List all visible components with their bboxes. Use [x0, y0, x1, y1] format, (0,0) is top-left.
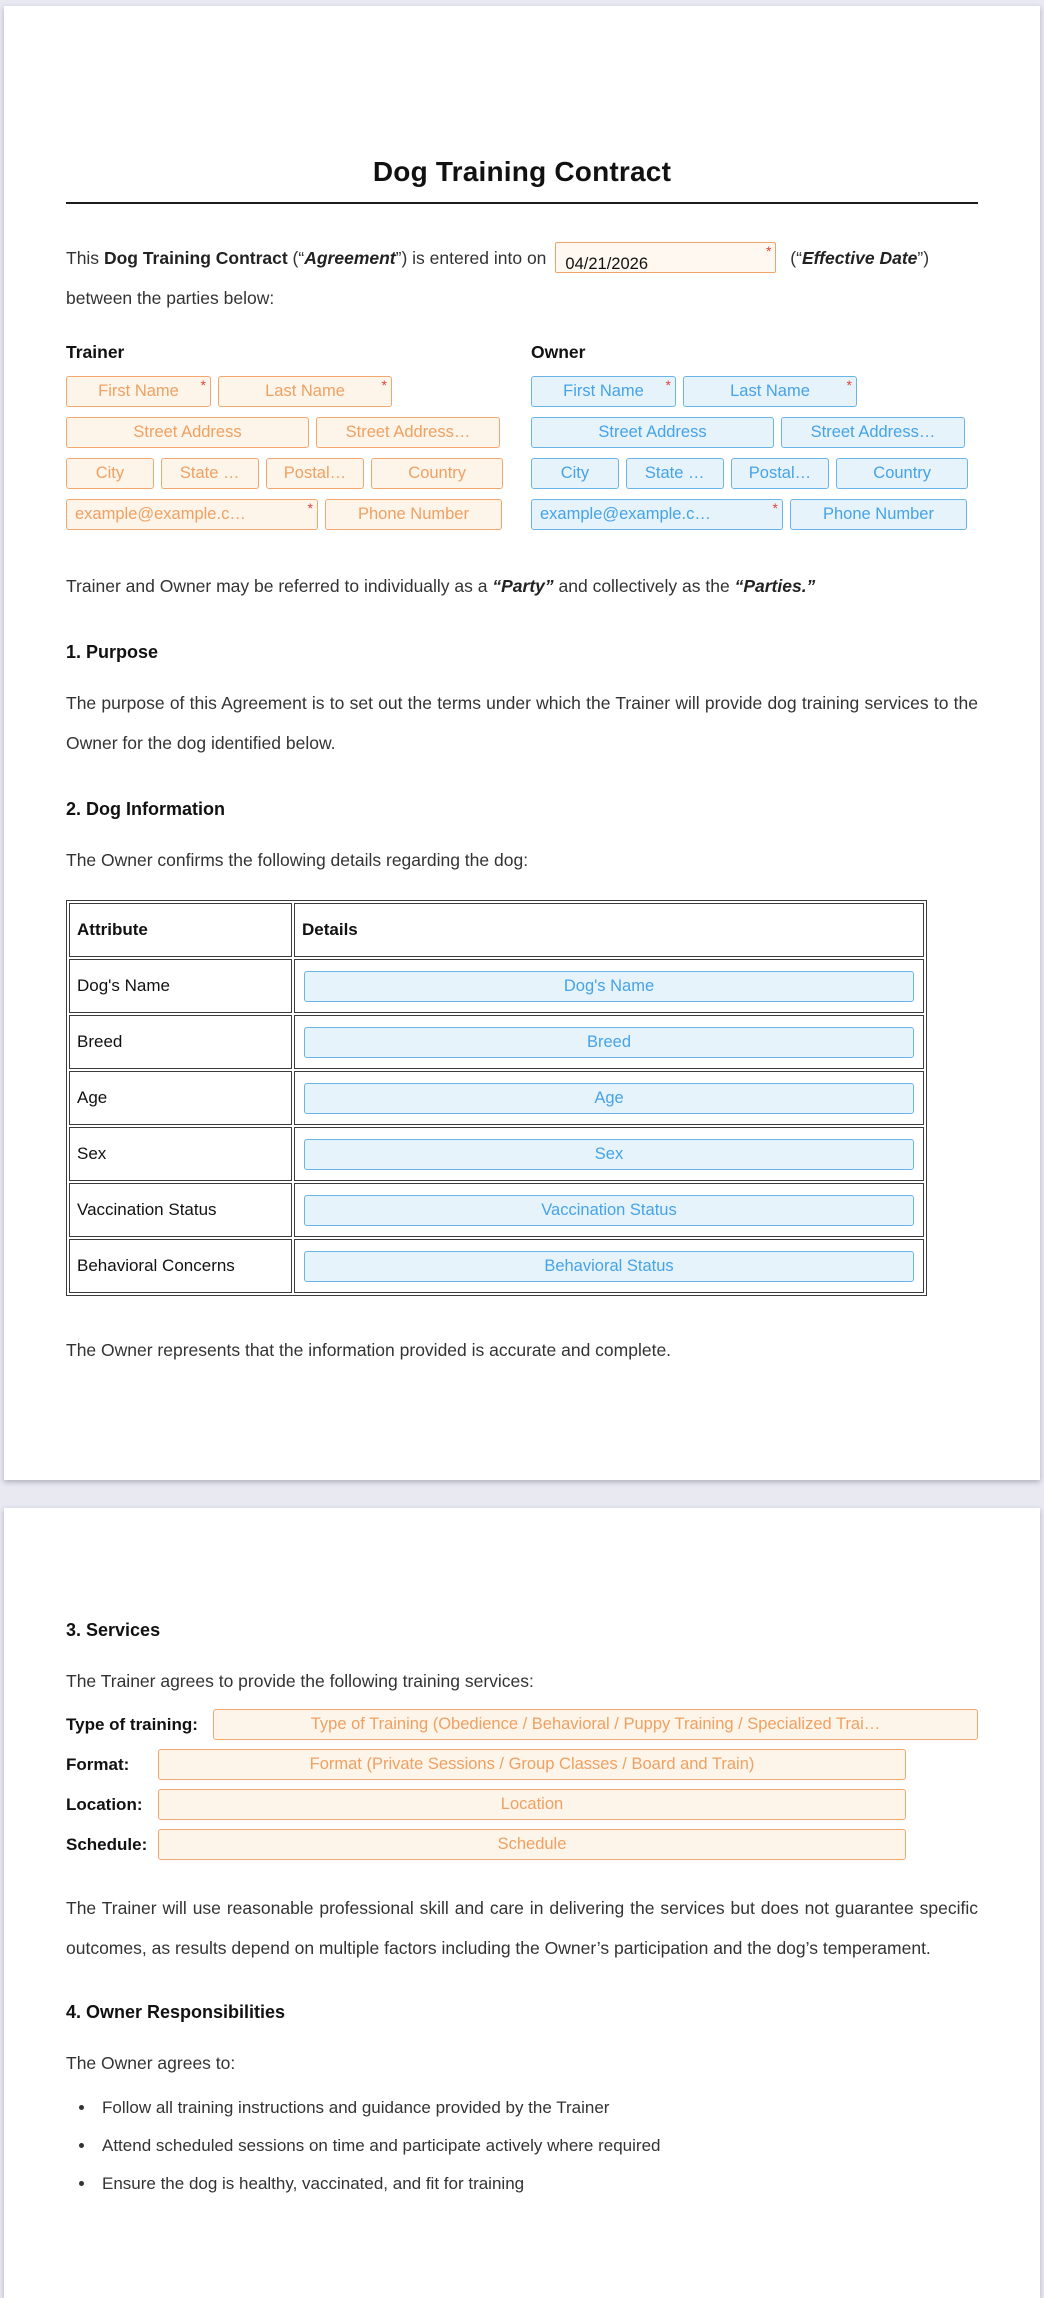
document-title: Dog Training Contract	[372, 156, 672, 187]
intro-contract-name: Dog Training Contract	[103, 248, 288, 268]
owner-first-name-field[interactable]	[531, 376, 676, 407]
intro-agreement-term: Agreement	[304, 248, 396, 268]
parties-text: Trainer and Owner may be referred to individually as a	[66, 576, 493, 596]
services-fields	[66, 1709, 978, 1860]
format-label: Format:	[66, 1754, 130, 1774]
trainer-state-input[interactable]	[162, 459, 258, 488]
attribute-cell: Sex	[69, 1127, 292, 1181]
owner-country-input[interactable]	[837, 459, 967, 488]
format-row	[66, 1749, 978, 1780]
intro-text: This	[66, 248, 104, 268]
table-header-details: Details	[294, 903, 924, 957]
owner-street-row	[531, 417, 968, 448]
table-row	[69, 1015, 924, 1069]
table-row	[69, 1183, 924, 1237]
trainer-city-row	[66, 458, 503, 489]
required-asterisk: *	[765, 242, 772, 259]
format-input[interactable]	[159, 1750, 905, 1779]
table-row	[69, 1127, 924, 1181]
dog-age-field[interactable]	[304, 1083, 914, 1114]
contract-page-2	[4, 1508, 1040, 2298]
details-cell	[294, 1071, 924, 1125]
training-type-field[interactable]	[213, 1709, 978, 1740]
trainer-last-name-field[interactable]	[218, 376, 392, 407]
schedule-row	[66, 1829, 978, 1860]
dog-behavioral-input[interactable]	[305, 1252, 913, 1281]
trainer-first-name-field[interactable]	[66, 376, 211, 407]
trainer-street-row	[66, 417, 503, 448]
location-field[interactable]	[158, 1789, 906, 1820]
trainer-postal-input[interactable]	[267, 459, 364, 488]
trainer-contact-row	[66, 499, 503, 530]
dog-breed-input[interactable]	[305, 1028, 913, 1057]
location-label: Location:	[66, 1794, 143, 1814]
dog-info-footer: The Owner represents that the information provided is accurate and complete.	[66, 1340, 672, 1360]
responsibilities-intro: The Owner agrees to:	[66, 2053, 236, 2073]
details-cell	[294, 1183, 924, 1237]
owner-street2-field[interactable]	[781, 417, 965, 448]
owner-postal-input[interactable]	[732, 459, 829, 488]
trainer-country-field[interactable]	[371, 458, 503, 489]
attribute-cell: Dog's Name	[69, 959, 292, 1013]
dog-name-field[interactable]	[304, 971, 914, 1002]
trainer-heading: Trainer	[66, 342, 125, 362]
intro-text: ”) is entered into on	[395, 248, 547, 268]
training-type-input[interactable]	[214, 1710, 977, 1739]
required-asterisk: *	[665, 377, 671, 393]
trainer-city-field[interactable]	[66, 458, 154, 489]
owner-state-input[interactable]	[627, 459, 723, 488]
required-asterisk: *	[846, 377, 852, 393]
attribute-cell: Age	[69, 1071, 292, 1125]
list-item: • Follow all training instructions and guidance provided by the Trainer	[96, 2089, 978, 2127]
table-header-attribute: Attribute	[69, 903, 292, 957]
trainer-street-field[interactable]	[66, 417, 309, 448]
section-heading-responsibilities: 4. Owner Responsibilities	[66, 2002, 286, 2022]
trainer-street-input[interactable]	[67, 418, 308, 447]
owner-email-field[interactable]	[531, 499, 783, 530]
owner-city-row	[531, 458, 968, 489]
owner-column	[531, 342, 968, 540]
trainer-street2-field[interactable]	[316, 417, 500, 448]
details-cell	[294, 1127, 924, 1181]
parties-note	[66, 566, 978, 606]
services-intro: The Trainer agrees to provide the following training services:	[66, 1671, 534, 1691]
required-asterisk: *	[381, 377, 387, 393]
dog-info-intro: The Owner confirms the following details regarding the dog:	[66, 850, 529, 870]
dog-sex-field[interactable]	[304, 1139, 914, 1170]
owner-phone-field[interactable]	[790, 499, 967, 530]
table-header-row	[69, 903, 924, 957]
details-cell	[294, 1239, 924, 1293]
section-heading-purpose: 1. Purpose	[66, 642, 159, 662]
dog-behavioral-field[interactable]	[304, 1251, 914, 1282]
dog-info-table	[66, 900, 927, 1296]
details-cell	[294, 959, 924, 1013]
location-input[interactable]	[159, 1790, 905, 1819]
owner-street-field[interactable]	[531, 417, 774, 448]
schedule-field[interactable]	[158, 1829, 906, 1860]
table-row	[69, 1239, 924, 1293]
trainer-last-name-input[interactable]	[219, 377, 391, 406]
owner-state-field[interactable]	[626, 458, 724, 489]
dog-vaccination-field[interactable]	[304, 1195, 914, 1226]
contract-page-1	[4, 6, 1040, 1480]
dog-name-input[interactable]	[305, 972, 913, 1001]
intro-text: (“	[785, 248, 802, 268]
services-body: The Trainer will use reasonable professional skill and care in delivering the services but does not guarantee specific outcomes, as results depend on multiple factors including the Owner’s participation and the dog’s temperament.	[66, 1898, 978, 1958]
dog-age-input[interactable]	[305, 1084, 913, 1113]
owner-city-field[interactable]	[531, 458, 619, 489]
owner-last-name-input[interactable]	[684, 377, 856, 406]
trainer-state-field[interactable]	[161, 458, 259, 489]
party-term: “Party”	[492, 576, 554, 596]
owner-heading: Owner	[531, 342, 586, 362]
responsibilities-list	[96, 2089, 978, 2203]
section-heading-dog-info: 2. Dog Information	[66, 799, 225, 819]
owner-contact-row	[531, 499, 968, 530]
owner-street-input[interactable]	[532, 418, 773, 447]
trainer-country-input[interactable]	[372, 459, 502, 488]
owner-name-row	[531, 376, 968, 407]
trainer-first-name-input[interactable]	[67, 377, 210, 406]
trainer-email-input[interactable]	[67, 500, 317, 529]
owner-street2-input[interactable]	[782, 418, 964, 447]
required-asterisk: *	[772, 500, 778, 516]
attribute-cell: Behavioral Concerns	[69, 1239, 292, 1293]
dog-breed-field[interactable]	[304, 1027, 914, 1058]
details-cell	[294, 1015, 924, 1069]
table-row	[69, 959, 924, 1013]
attribute-cell: Vaccination Status	[69, 1183, 292, 1237]
format-field[interactable]	[158, 1749, 906, 1780]
trainer-street2-input[interactable]	[317, 418, 499, 447]
section-heading-services: 3. Services	[66, 1620, 161, 1640]
effective-date-field[interactable]	[555, 242, 776, 273]
owner-postal-field[interactable]	[731, 458, 830, 489]
training-type-label: Type of training:	[66, 1714, 198, 1734]
schedule-label: Schedule:	[66, 1834, 148, 1854]
owner-city-input[interactable]	[532, 459, 618, 488]
intro-effective-date-term: Effective Date	[801, 248, 918, 268]
training-type-row	[66, 1709, 978, 1740]
owner-country-field[interactable]	[836, 458, 968, 489]
owner-last-name-field[interactable]	[683, 376, 857, 407]
effective-date-input[interactable]	[556, 250, 775, 279]
required-asterisk: *	[307, 500, 313, 516]
list-item: • Attend scheduled sessions on time and participate actively where required	[96, 2127, 978, 2165]
dog-vaccination-input[interactable]	[305, 1196, 913, 1225]
required-asterisk: *	[200, 377, 206, 393]
purpose-body: The purpose of this Agreement is to set out the terms under which the Trainer will provide dog training services to the Owner for the dog identified below.	[66, 693, 978, 753]
list-item: • Ensure the dog is healthy, vaccinated, and fit for training	[96, 2165, 978, 2203]
owner-email-input[interactable]	[532, 500, 782, 529]
schedule-input[interactable]	[159, 1830, 905, 1859]
location-row	[66, 1789, 978, 1820]
trainer-phone-input[interactable]	[326, 500, 501, 529]
parties-text: and collectively as the	[553, 576, 735, 596]
parties-term: “Parties.”	[734, 576, 816, 596]
attribute-cell: Breed	[69, 1015, 292, 1069]
title-divider	[66, 202, 978, 204]
intro-text: ”) between the parties below:	[66, 248, 930, 308]
intro-paragraph	[66, 238, 978, 318]
intro-text: (“	[287, 248, 305, 268]
parties-columns	[66, 342, 978, 540]
trainer-postal-field[interactable]	[266, 458, 365, 489]
dog-sex-input[interactable]	[305, 1140, 913, 1169]
trainer-email-field[interactable]	[66, 499, 318, 530]
trainer-city-input[interactable]	[67, 459, 153, 488]
trainer-column	[66, 342, 503, 540]
trainer-name-row	[66, 376, 503, 407]
owner-phone-input[interactable]	[791, 500, 966, 529]
owner-first-name-input[interactable]	[532, 377, 675, 406]
trainer-phone-field[interactable]	[325, 499, 502, 530]
table-row	[69, 1071, 924, 1125]
